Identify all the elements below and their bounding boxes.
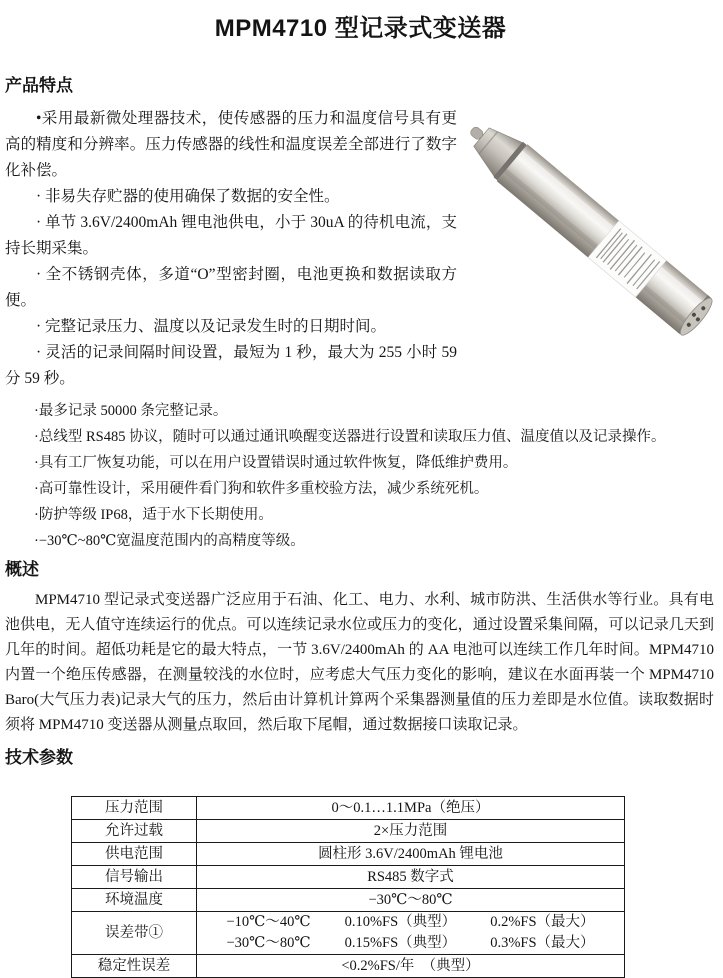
specs-heading: 技术参数 xyxy=(5,748,73,767)
spec-value: <0.2%FS/年 （典型） xyxy=(197,955,625,978)
table-row-pressure-range xyxy=(72,797,625,820)
page-title: MPM4710 型记录式变送器 xyxy=(214,15,507,42)
overview-paragraph: MPM4710 型记录式变送器广泛应用于石油、化工、电力、水利、城市防洪、生活供水等行业。具有电池供电，无人值守连续运行的优点。可以连续记录水位或压力的变化，通过设置采集间隔，可以记录几天到几年的时间。超低功耗是它的最大特点，一节 3.6V/2400mAh 的 AA 电池可以连续工作几年时间。MPM4710 内置一个绝压传感器，在测量较浅的水位时，应考虑大气压力变化的影响，建议在水面再装一个 MPM4710 Baro(大气压力表)记录大气的压力，然后由计算机计算两个采集器测量值的压力差即是水位值。读取数据时须将 MPM4710 变送器从测量点取回，然后取下尾帽，通过数据接口读取记录。 xyxy=(5,592,714,733)
feature-item: ·总线型 RS485 协议，随时可以通过通讯唤醒变送器进行设置和读取压力值、温度值以及记录操作。 xyxy=(34,429,666,445)
spec-value: 0～0.1…1.1MPa（绝压） xyxy=(197,797,625,820)
table-row-stability xyxy=(72,955,625,978)
table-row-overload xyxy=(72,820,625,843)
spec-value: 2×压力范围 xyxy=(197,820,625,843)
typical-accuracy: 0.10%FS（典型） xyxy=(344,914,457,930)
temp-range: −30℃～80℃ xyxy=(226,935,311,951)
spec-label: 信号输出 xyxy=(72,866,197,889)
feature-item: ·最多记录 50000 条完整记录。 xyxy=(34,403,228,419)
feature-item: ·−30℃~80℃宽温度范围内的高精度等级。 xyxy=(34,533,305,549)
feature-item: ·防护等级 IP68，适于水下长期使用。 xyxy=(34,507,273,523)
spec-label: 供电范围 xyxy=(72,843,197,866)
feature-item: ·具有工厂恢复功能，可以在用户设置错误时通过软件恢复，降低维护费用。 xyxy=(34,455,518,471)
features-heading: 产品特点 xyxy=(5,76,73,95)
spec-value: RS485 数字式 xyxy=(197,866,625,889)
spec-label: 误差带① xyxy=(72,912,197,955)
feature-item: •采用最新微处理器技术，使传感器的压力和温度信号具有更高的精度和分辨率。压力传感器的线性和温度误差全部进行了数字化补偿。 xyxy=(5,110,457,179)
overview-heading: 概述 xyxy=(5,560,39,579)
temp-range: −10℃～40℃ xyxy=(226,914,311,930)
spec-value: −30℃～80℃ xyxy=(197,889,625,912)
specs-section xyxy=(5,746,716,978)
typical-accuracy: 0.15%FS（典型） xyxy=(344,935,457,951)
spec-value: 圆柱形 3.6V/2400mAh 锂电池 xyxy=(197,843,625,866)
table-row-ambient-temp xyxy=(72,889,625,912)
spec-label: 环境温度 xyxy=(72,889,197,912)
max-accuracy: 0.2%FS（最大） xyxy=(490,914,595,930)
feature-item: · 非易失存贮器的使用确保了数据的安全性。 xyxy=(36,188,340,205)
feature-item: ·高可靠性设计，采用硬件看门狗和软件多重校验方法，减少系统死机。 xyxy=(34,481,489,497)
spec-value xyxy=(197,912,625,955)
feature-item: · 单节 3.6V/2400mAh 锂电池供电，小于 30uA 的待机电流，支持长期采集。 xyxy=(5,214,457,257)
feature-item: · 灵活的记录间隔时间设置，最短为 1 秒，最大为 255 小时 59 分 59 秒。 xyxy=(5,344,457,387)
table-row-error-band xyxy=(72,912,625,955)
max-accuracy: 0.3%FS（最大） xyxy=(490,935,595,951)
table-row-power xyxy=(72,843,625,866)
features-list-narrow xyxy=(5,106,457,392)
spec-label: 压力范围 xyxy=(72,797,197,820)
feature-item: · 完整记录压力、温度以及记录发生时的日期时间。 xyxy=(36,318,387,335)
features-list-wide xyxy=(5,398,714,554)
spec-label: 允许过载 xyxy=(72,820,197,843)
product-image xyxy=(452,100,718,348)
overview-section xyxy=(5,558,716,738)
feature-item: · 全不锈钢壳体，多道“O”型密封圈，电池更换和数据读取方便。 xyxy=(5,266,457,309)
error-band-line-1 xyxy=(197,912,624,933)
spec-table xyxy=(71,796,625,978)
transmitter-photo-illustration xyxy=(452,100,718,348)
spec-label: 稳定性误差 xyxy=(72,955,197,978)
table-row-signal-output xyxy=(72,866,625,889)
error-band-line-2 xyxy=(197,933,624,954)
